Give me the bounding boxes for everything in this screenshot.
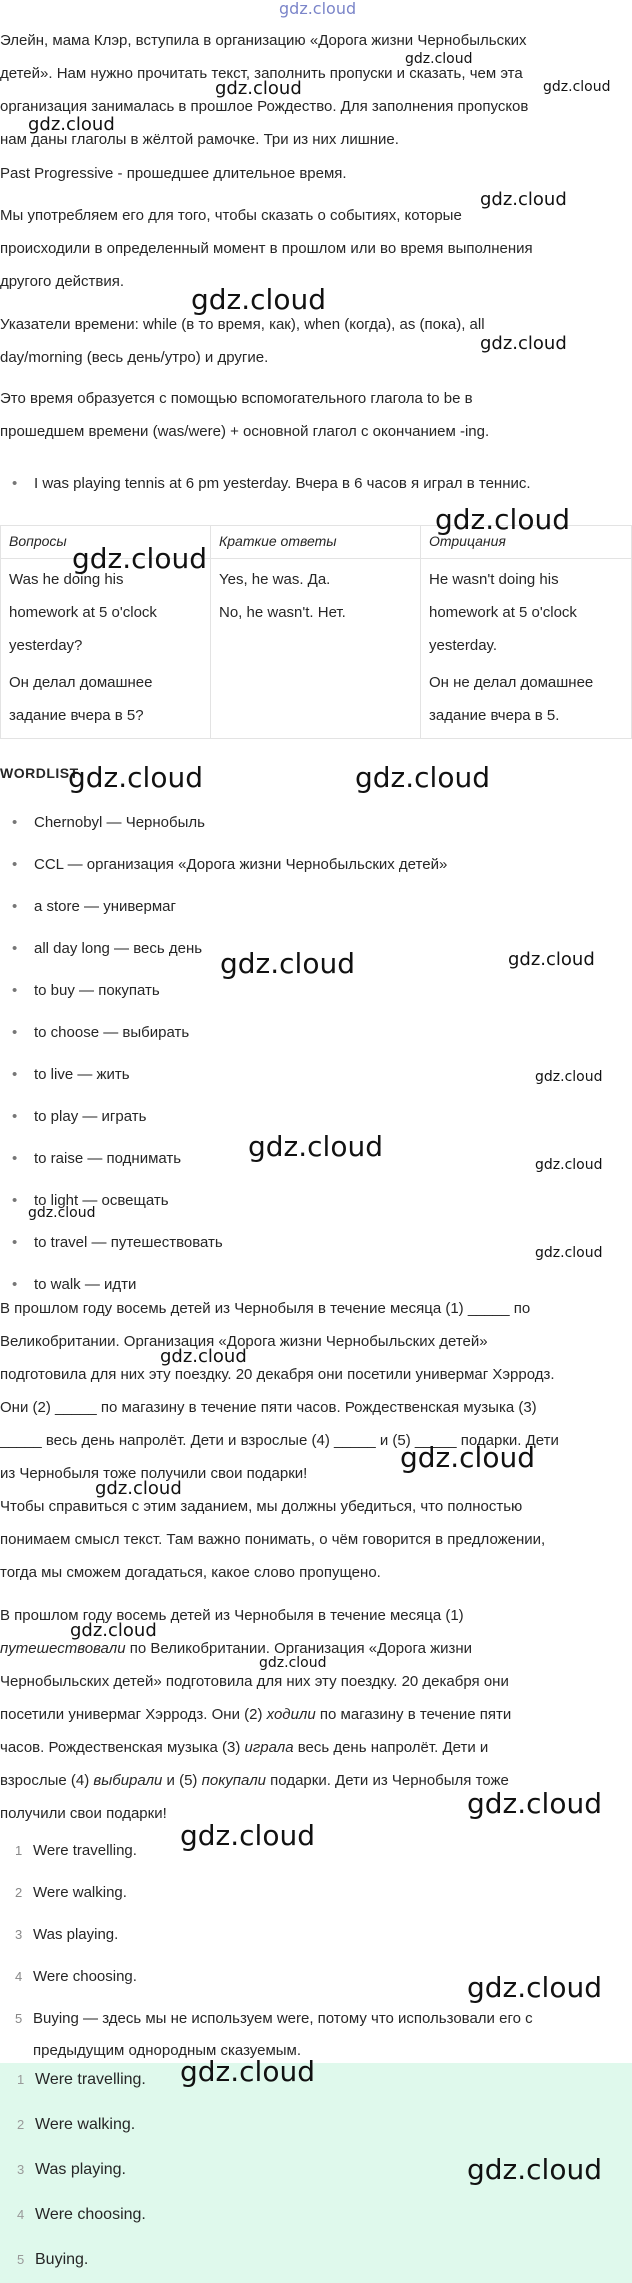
list-item-text: a store — универмаг [34, 898, 176, 915]
item-number: 5 [15, 2011, 23, 2026]
item-text: Was playing. [33, 1926, 119, 1943]
advice-line: понимаем смысл текст. Там важно понимать, о чём говорится в предложении, [0, 1531, 546, 1548]
item-number: 2 [17, 2117, 25, 2132]
cell-line: homework at 5 o'clock [429, 604, 577, 621]
list-item-text: to buy — покупать [34, 982, 160, 999]
advice-line: Чтобы справиться с этим заданием, мы должны убедиться, что полностью [0, 1498, 523, 1515]
cell-line: Was he doing his [9, 571, 124, 588]
watermark: gdz.cloud [480, 189, 567, 210]
cell-line: yesterday? [9, 637, 83, 654]
item-number: 1 [17, 2072, 25, 2087]
filled-line-text: и (5) [162, 1772, 202, 1789]
filled-line-text: по Великобритании. Организация «Дорога жизни [125, 1640, 473, 1657]
watermark: gdz.cloud [72, 542, 207, 575]
watermark: gdz.cloud [405, 51, 473, 67]
filled-line-text: посетили универмаг Хэрродз. Они (2) [0, 1706, 267, 1723]
gap-line: из Чернобыля тоже получили свои подарки! [0, 1465, 308, 1482]
formation-line: Это время образуется с помощью вспомогательного глагола to be в [0, 390, 473, 407]
list-item-text: to light — освещать [34, 1192, 169, 1209]
answer-word: покупали [201, 1772, 267, 1789]
filled-line: Чернобыльских детей» подготовила для них эту поездку. 20 декабря они [0, 1673, 509, 1690]
cell-line: No, he wasn't. Нет. [219, 604, 346, 621]
watermark: gdz.cloud [480, 333, 567, 354]
answer-word: путешествовали [0, 1640, 126, 1657]
cell-line: He wasn't doing his [429, 571, 559, 588]
item-number: 4 [15, 1969, 23, 1984]
item-text: Were walking. [35, 2116, 136, 2133]
advice-line: тогда мы сможем догадаться, какое слово пропущено. [0, 1564, 381, 1581]
item-text: Was playing. [35, 2161, 126, 2178]
item-text: Were travelling. [35, 2071, 146, 2088]
watermark: gdz.cloud [535, 1157, 603, 1173]
list-item-text: to raise — поднимать [34, 1150, 182, 1167]
watermark: gdz.cloud [400, 1441, 535, 1474]
watermark: gdz.cloud [535, 1245, 603, 1261]
item-text: Buying. [35, 2251, 89, 2268]
watermark: gdz.cloud [543, 79, 611, 95]
filled-line [0, 1698, 630, 1731]
cell-questions [1, 559, 211, 739]
formation-line: прошедшем времени (was/were) + основной глагол с окончанием -ing. [0, 423, 490, 440]
filled-line-text: весь день напролёт. Дети и [293, 1739, 489, 1756]
cell-negatives [421, 559, 632, 739]
watermark: gdz.cloud [28, 1205, 96, 1221]
watermark: gdz.cloud [220, 947, 355, 980]
example-text: I was playing tennis at 6 pm yesterday. Вчера в 6 часов я играл в теннис. [34, 475, 531, 492]
item-text: Were walking. [33, 1884, 127, 1901]
watermark: gdz.cloud [467, 1787, 602, 1820]
item-number: 2 [15, 1885, 23, 1900]
markers-line: day/morning (весь день/утро) и другие. [0, 349, 269, 366]
usage-line: происходили в определенный момент в прошлом или во время выполнения [0, 240, 533, 257]
answer-word: выбирали [93, 1772, 163, 1789]
watermark: gdz.cloud [508, 949, 595, 970]
item-number: 4 [17, 2207, 25, 2222]
header-short-answers: Краткие ответы [211, 526, 421, 559]
cell-line: задание вчера в 5? [9, 707, 144, 724]
item-number: 3 [15, 1927, 23, 1942]
answer-word: играла [244, 1739, 294, 1756]
watermark-logo: gdz.cloud [279, 0, 357, 18]
filled-line: В прошлом году восемь детей из Чернобыля в течение месяца (1) [0, 1607, 464, 1624]
filled-line-text: взрослые (4) [0, 1772, 94, 1789]
item-number: 1 [15, 1843, 23, 1858]
list-item-text: to choose — выбирать [34, 1024, 190, 1041]
filled-line-text: часов. Рождественская музыка (3) [0, 1739, 245, 1756]
gap-line: _____ весь день напролёт. Дети и взрослые (4) _____ и (5) _____ подарки. Дети [0, 1432, 559, 1449]
watermark: gdz.cloud [180, 1819, 315, 1852]
cell-line: Он не делал домашнее [429, 674, 594, 691]
gap-line: Великобритании. Организация «Дорога жизни Чернобыльских детей» [0, 1333, 488, 1350]
filled-line-text: подарки. Дети из Чернобыля тоже [266, 1772, 509, 1789]
intro-line: Элейн, мама Клэр, вступила в организацию «Дорога жизни Чернобыльских [0, 32, 527, 49]
answer-word: ходили [266, 1706, 316, 1723]
list-item-text: to play — играть [34, 1108, 147, 1125]
gap-line: подготовила для них эту поездку. 20 декабря они посетили универмаг Хэрродз. [0, 1366, 555, 1383]
watermark: gdz.cloud [259, 1655, 327, 1671]
tense-title: Past Progressive - прошедшее длительное время. [0, 165, 347, 182]
header-negatives: Отрицания [421, 526, 632, 559]
watermark: gdz.cloud [68, 761, 203, 794]
watermark: gdz.cloud [435, 503, 570, 536]
watermark: gdz.cloud [355, 761, 490, 794]
item-number: 3 [17, 2162, 25, 2177]
cell-line: Yes, he was. Да. [219, 571, 331, 588]
header-questions: Вопросы [1, 526, 211, 559]
intro-line: детей». Нам нужно прочитать текст, заполнить пропуски и сказать, чем эта [0, 65, 523, 82]
filled-line: получили свои подарки! [0, 1805, 167, 1822]
intro-line: нам даны глаголы в жёлтой рамочке. Три из них лишние. [0, 131, 399, 148]
table-row [1, 559, 632, 739]
cell-short-answers [211, 559, 421, 739]
item-text: Were travelling. [33, 1842, 137, 1859]
item-text: Were choosing. [33, 1968, 137, 1985]
watermark: gdz.cloud [191, 283, 326, 316]
list-item-text: to live — жить [34, 1066, 130, 1083]
intro-line: организация занималась в прошлое Рождество. Для заполнения пропусков [0, 98, 529, 115]
item-number: 5 [17, 2252, 25, 2267]
cell-line: homework at 5 o'clock [9, 604, 157, 621]
list-item-text: Chernobyl — Чернобыль [34, 814, 205, 831]
gap-line: В прошлом году восемь детей из Чернобыля в течение месяца (1) _____ по [0, 1300, 531, 1317]
usage-line: другого действия. [0, 273, 125, 290]
watermark: gdz.cloud [535, 1069, 603, 1085]
gap-line: Они (2) _____ по магазину в течение пяти часов. Рождественская музыка (3) [0, 1399, 537, 1416]
watermark: gdz.cloud [467, 1971, 602, 2004]
watermark: gdz.cloud [248, 1130, 383, 1163]
watermark: gdz.cloud [215, 78, 302, 99]
cell-line: Он делал домашнее [9, 674, 153, 691]
list-item-text: CCL — организация «Дорога жизни Чернобыльских детей» [34, 856, 448, 873]
filled-line-text: по магазину в течение пяти [315, 1706, 512, 1723]
watermark: gdz.cloud [467, 2153, 602, 2186]
watermark: gdz.cloud [28, 114, 115, 135]
item-text: предыдущим однородным сказуемым. [33, 2042, 302, 2059]
watermark: gdz.cloud [180, 2055, 315, 2088]
cell-line: yesterday. [429, 637, 498, 654]
watermark: gdz.cloud [160, 1346, 247, 1367]
watermark: gdz.cloud [70, 1620, 157, 1641]
watermark: gdz.cloud [95, 1478, 182, 1499]
cell-line: задание вчера в 5. [429, 707, 560, 724]
usage-line: Мы употребляем его для того, чтобы сказать о событиях, которые [0, 207, 462, 224]
list-item-text: all day long — весь день [34, 940, 203, 957]
item-text: Buying — здесь мы не используем were, потому что использовали его с [33, 2010, 533, 2027]
markers-line: Указатели времени: while (в то время, как), when (когда), as (пока), all [0, 316, 485, 333]
item-text: Were choosing. [35, 2206, 146, 2223]
filled-line [0, 1731, 630, 1764]
list-item-text: to travel — путешествовать [34, 1234, 223, 1251]
wordlist-title: WORDLIST [0, 765, 79, 781]
list-item-text: to walk — идти [34, 1276, 137, 1293]
